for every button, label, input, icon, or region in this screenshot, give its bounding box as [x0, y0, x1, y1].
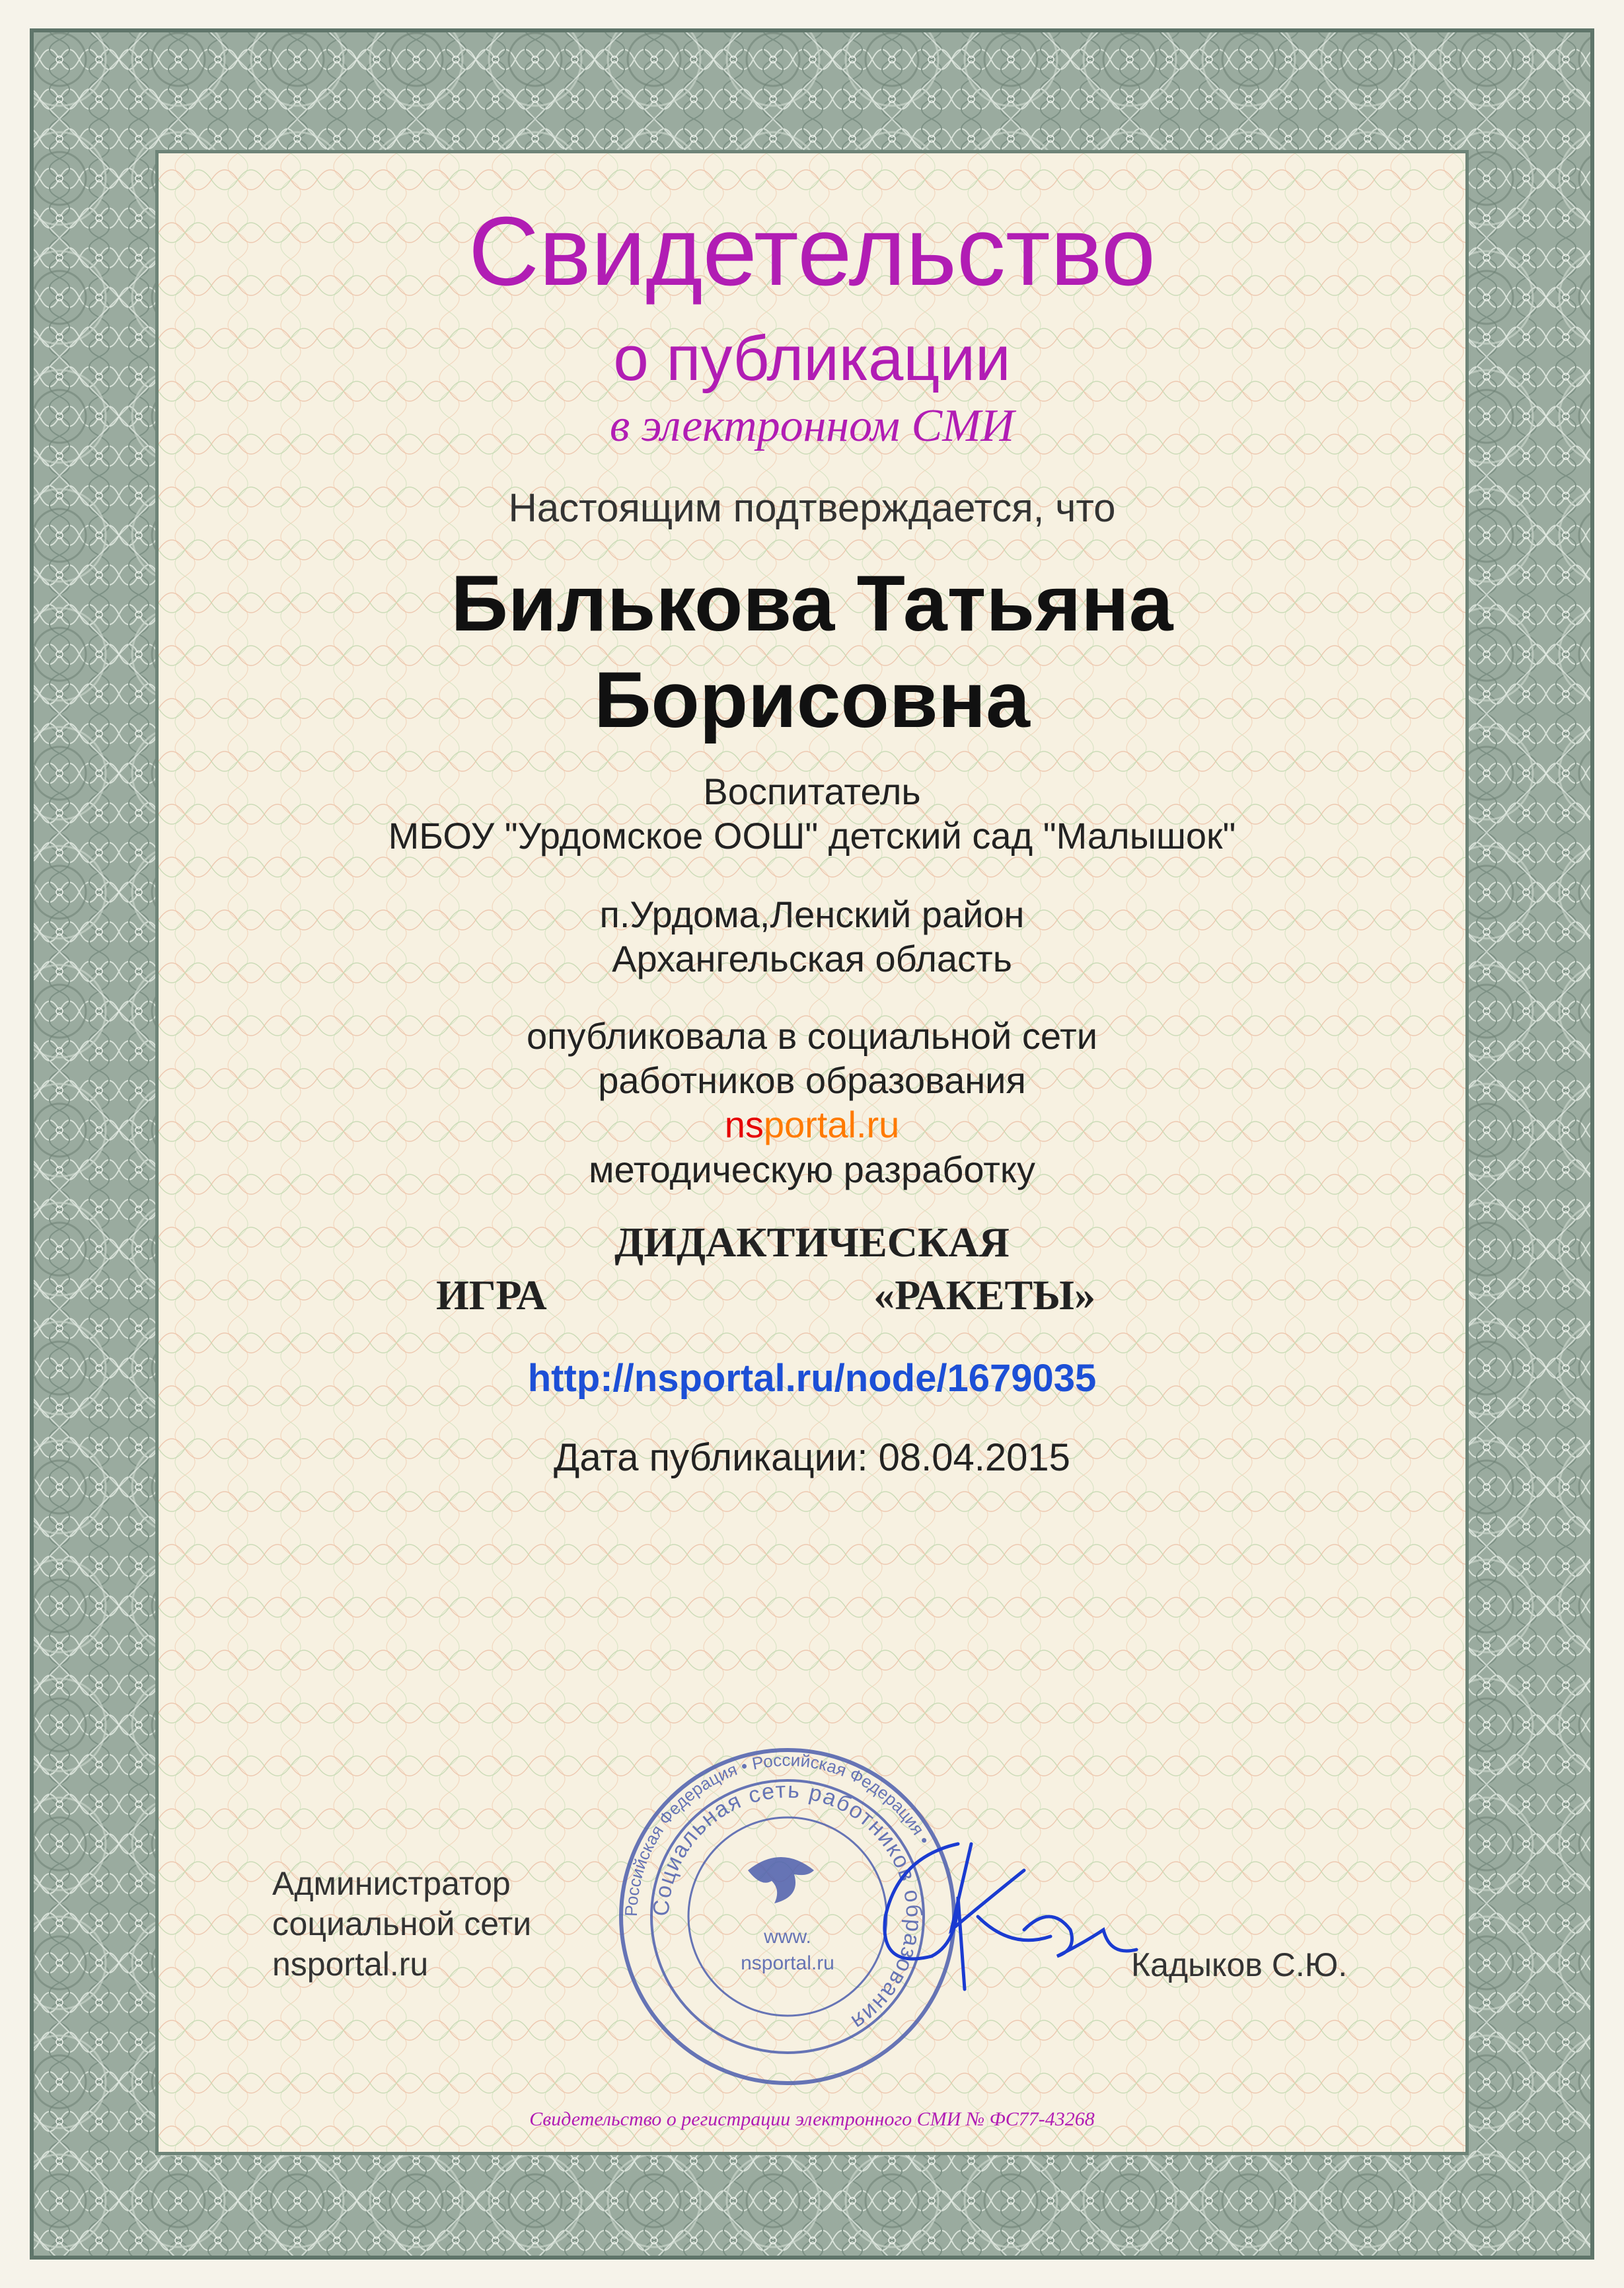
recipient-name [159, 555, 1465, 749]
name-line-1: Билькова Татьяна [451, 559, 1173, 648]
published-line-1: опубликовала в социальной сети [526, 1015, 1098, 1057]
certificate-subtitle: о публикации [613, 323, 1011, 394]
certificate-title: Свидетельство [468, 197, 1156, 306]
signature [859, 1817, 1150, 2009]
work-type: методическую разработку [588, 1148, 1036, 1190]
publication-link[interactable]: http://nsportal.ru/node/1679035 [527, 1357, 1097, 1400]
work-title-word-1: ИГРА [436, 1272, 547, 1318]
organization: МБОУ "Урдомское ООШ" детский сад "Малышок" [388, 815, 1236, 857]
stamp-center-line-1: www. [764, 1926, 811, 1948]
confirm-text: Настоящим подтверждается, что [508, 486, 1116, 530]
region: Архангельская область [612, 938, 1012, 980]
work-title-line-2 [159, 1269, 1465, 1322]
stamp-ring-text: Социальная сеть работников образования [648, 1777, 927, 2036]
site-name [159, 1102, 1465, 1147]
stamp-center-line-2: nsportal.ru [741, 1952, 834, 1974]
work-title-word-2: «РАКЕТЫ» [873, 1272, 1095, 1318]
admin-line-3: nsportal.ru [272, 1946, 429, 1983]
publication-block [159, 1014, 1465, 1192]
site-suffix: portal.ru [763, 1104, 900, 1146]
certificate-subtitle-media: в электронном СМИ [609, 400, 1015, 451]
published-line-2: работников образования [598, 1059, 1026, 1102]
publication-date: Дата публикации: 08.04.2015 [554, 1436, 1070, 1479]
admin-block [272, 1864, 531, 1985]
location-block [159, 892, 1465, 981]
stamp-bird-icon [748, 1857, 814, 1903]
position: Воспитатель [703, 771, 921, 812]
registration-note: Свидетельство о регистрации электронного СМИ № ФС77-43268 [529, 2108, 1095, 2130]
stamp-outer-text: Российская Федерация • Российская Федерация • [620, 1749, 935, 1917]
position-block [159, 769, 1465, 858]
work-title [159, 1216, 1465, 1322]
admin-line-2: социальной сети [272, 1905, 532, 1942]
work-title-line-1: ДИДАКТИЧЕСКАЯ [614, 1219, 1010, 1266]
name-line-2: Борисовна [594, 656, 1030, 745]
signer-name: Кадыков С.Ю. [1131, 1946, 1348, 1983]
site-prefix: ns [724, 1104, 764, 1146]
locality: п.Урдома,Ленский район [599, 894, 1025, 935]
admin-line-1: Администратор [272, 1865, 511, 1902]
